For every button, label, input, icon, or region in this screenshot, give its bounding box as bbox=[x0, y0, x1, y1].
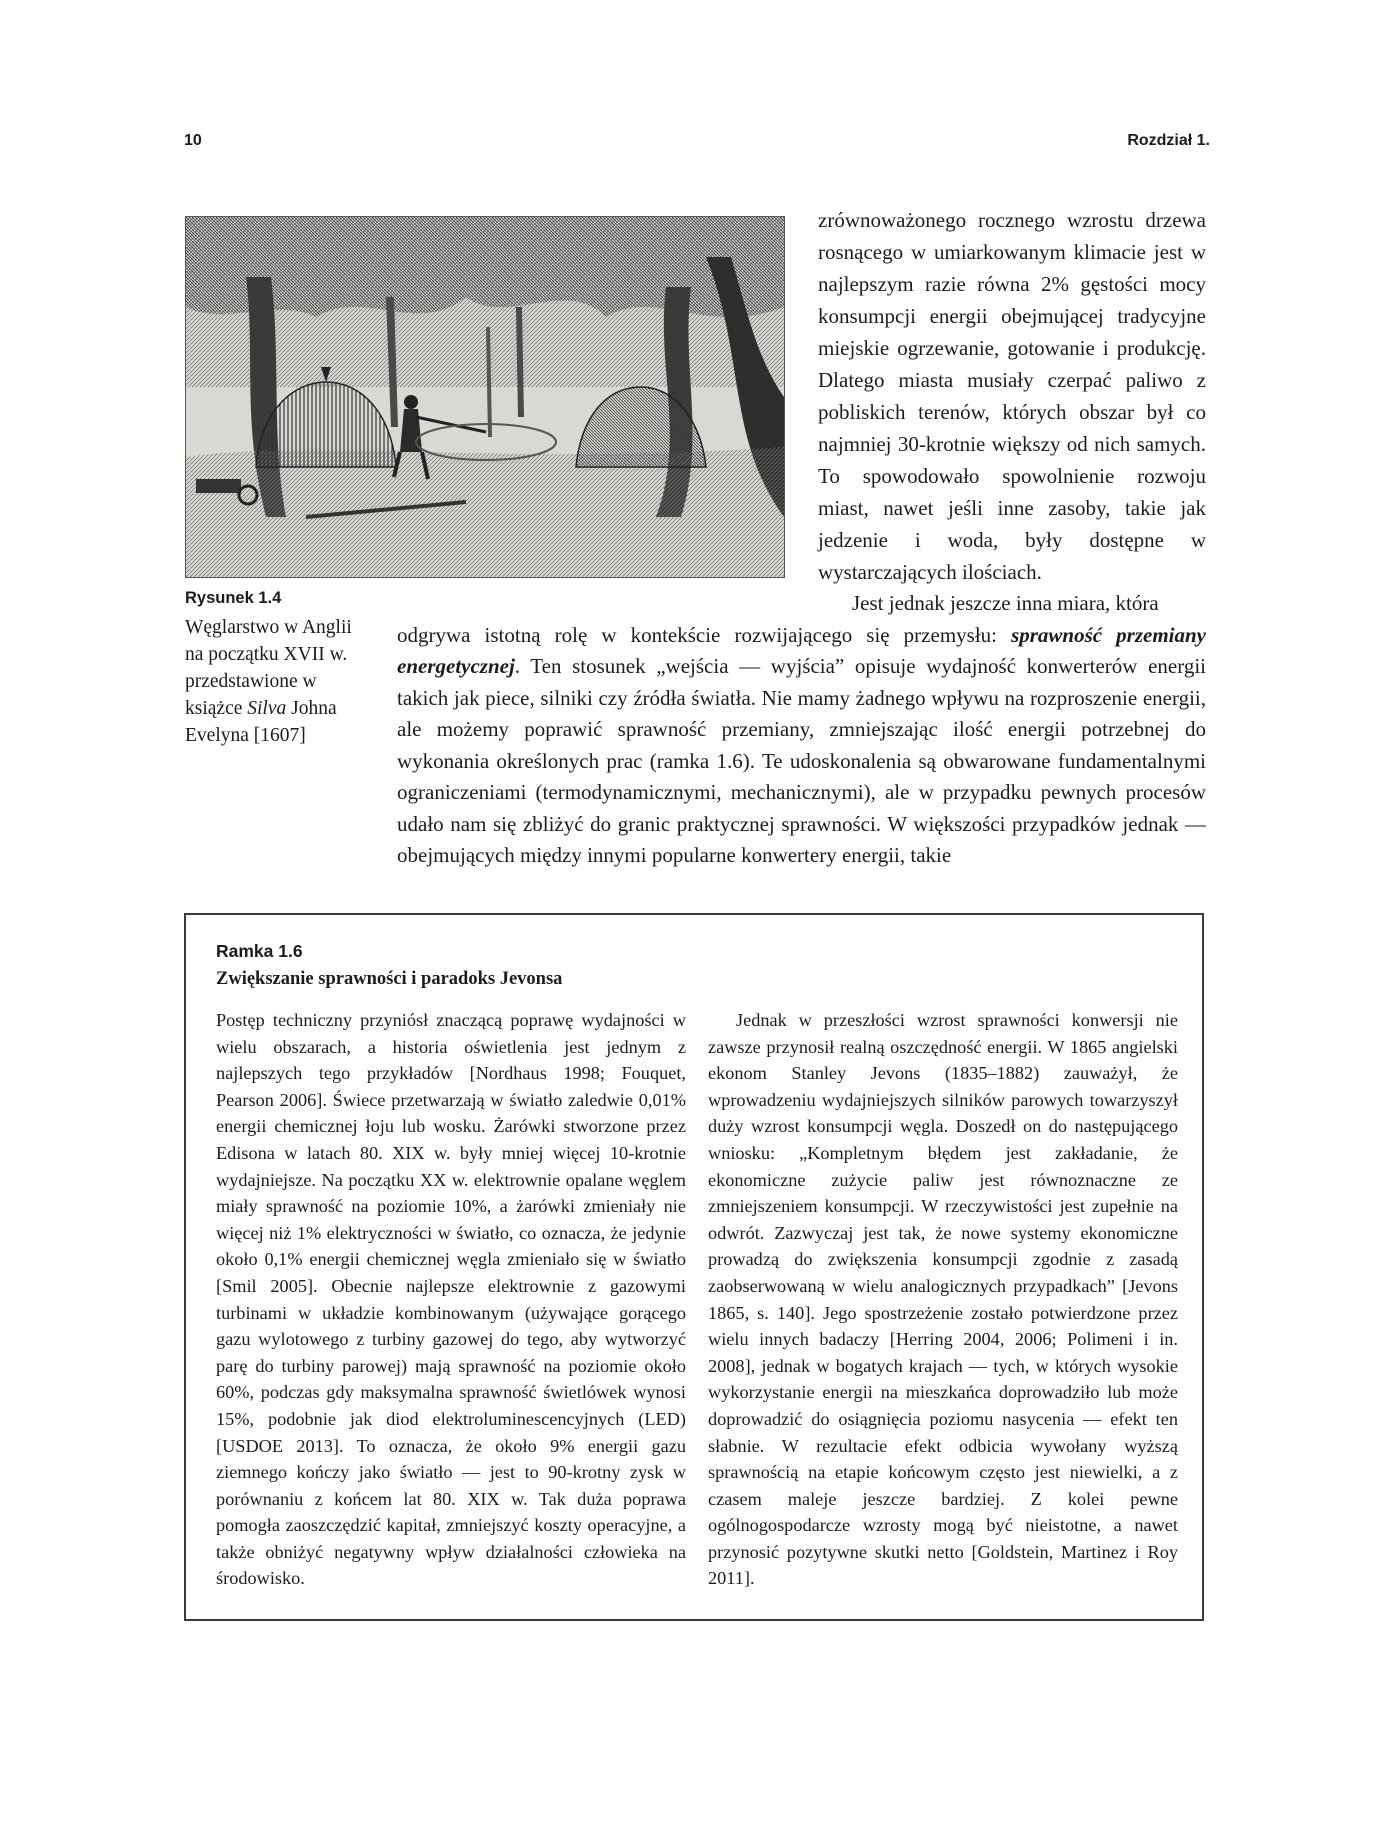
figure-label: Rysunek 1.4 bbox=[185, 589, 282, 607]
paragraph-first-line: Jest jednak jeszcze inna miara, która bbox=[852, 591, 1159, 615]
body-text-right-column: zrównoważonego rocznego wzrostu drzewa rosnącego w umiarkowanym klimacie jest w najlepszym razie równa 2% gęstości mocy konsumpcji energii obejmującej tradycyjne miejskie ogrzewanie, gotowanie i produkcję. Dlatego miasta musiały czerpać paliwo z pobliskich terenów, których obszar był co najmniej 30-krotnie większy od nich samych. To spowodowało spowolnienie rozwoju miast, nawet jeśli inne zasoby, takie jak jedzenie i woda, były dostępne w wystarczających ilościach. bbox=[818, 208, 1206, 584]
figure-caption bbox=[185, 585, 375, 749]
paragraph-text-before-term: odgrywa istotną rolę w kontekście rozwijającego się przemysłu: bbox=[397, 622, 1012, 647]
box-column-left: Postęp techniczny przyniósł znaczącą poprawę wydajności w wielu obszarach, a historia oświetlenia jest jednym z najlepszych tego przykładów [Nordhaus 1998; Fouquet, Pearson 2006]. Świece przetwarzają w światło zaledwie 0,01% energii chemicznej łoju lub wosku. Żarówki stworzone przez Edisona w latach 80. XIX w. były mniej więcej 10-krotnie wydajniejsze. Na początku XX w. elektrownie opalane węglem miały sprawność na poziomie 10%, a żarówki zmieniały nie więcej niż 1% elektryczności w światło, co oznacza, że jedynie około 0,1% energii chemicznej węgla zmieniało się w światło [Smil 2005]. Obecnie najlepsze elektrownie z gazowymi turbinami w układzie kombinowanym (używające gorącego gazu wylotowego z turbiny gazowej do tego, aby wytworzyć parę do turbiny parowej) mają sprawność na poziomie około 60%, podczas gdy maksymalna sprawność świetlówek wynosi 15%, podobnie jak diod elektroluminescencyjnych (LED) [USDOE 2013]. To oznacza, że około 9% energii gazu ziemnego kończy jako światło — jest to 90-krotny zysk w porównaniu z końcem lat 80. XIX w. Tak duża poprawa pomogła zaoszczędzić kapitał, zmniejszyć koszty operacyjne, a także obniżyć negatywny wpływ działalności człowieka na środowisko. bbox=[216, 1010, 686, 1589]
chapter-heading: Rozdział 1. bbox=[1127, 132, 1210, 149]
sidebar-box bbox=[184, 913, 1204, 1621]
box-right-text: Jednak w przeszłości wzrost sprawności konwersji nie zawsze przynosił realną oszczędność energii. W 1865 angielski ekonom Stanley Jevons (1835–1882) zauważył, że wprowadzeniu wydajniejszych silników parowych towarzyszył duży wzrost konsumpcji węgla. Doszedł on do następującego wniosku: „Kompletnym błędem jest zakładanie, że ekonomiczne zużycie paliw jest równoznaczne ze zmniejszeniem konsumpcji. W rzeczywistości jest zupełnie na odwrót. Zazwyczaj jest tak, że nowe systemy ekonomiczne prowadzą do zwiększenia konsumpcji zgodnie z zasadą zaobserwowaną w wielu analogicznych przypadkach” [Jevons 1865, s. 140]. Jego spostrzeżenie zostało potwierdzone przez wielu innych badaczy [Herring 2004, 2006; Polimeni i in. 2008], jednak w bogatych krajach — tych, w których wysokie wykorzystanie energii na mieszkańca doprowadziło lub może doprowadzić do osiągnięcia poziomu nasycenia — efekt ten słabnie. W rezultacie efekt odbicia wywołany wyższą sprawnością na etapie końcowym często jest niewielki, a z czasem maleje jeszcze bardziej. Z kolei pewne ogólnogospodarcze wzrosty mogą być nieistotne, a nawet przynosić pozytywne skutki netto [Goldstein, Martinez i Roy 2011]. bbox=[708, 1010, 1178, 1589]
box-title: Zwiększanie sprawności i paradoks Jevonsa bbox=[216, 969, 563, 989]
box-column-right bbox=[708, 1007, 1178, 1592]
caption-author: Johna Evelyna [1607] bbox=[185, 698, 337, 746]
box-label: Ramka 1.6 bbox=[216, 941, 303, 961]
caption-text: Węglarstwo w Anglii na początku XVII w. przedstawione w książce bbox=[185, 617, 352, 719]
figure-engraving bbox=[185, 216, 785, 578]
caption-book-title: Silva bbox=[247, 698, 287, 719]
paragraph-text-after-term: . Ten stosunek „wejścia — wyjścia” opisuje wydajność konwerterów energii takich jak piece, silniki czy źródła światła. Nie mamy żadnego wpływu na rozproszenie energii, ale możemy poprawić sprawność przemiany, zmniejszając ilość energii potrzebnej do wykonania określonych prac (ramka 1.6). Te udoskonalenia są obwarowane fundamentalnymi ograniczeniami (termodynamicznymi, mechanicznymi), ale w przypadku pewnych procesów udało nam się zbliżyć do granic praktycznej sprawności. W większości przypadków jednak — obejmujących między innymi popularne konwertery energii, takie bbox=[397, 654, 1206, 867]
body-text-main bbox=[397, 588, 1206, 872]
defined-term: sprawność przemiany energetycznej bbox=[397, 622, 1207, 678]
charcoal-burning-illustration bbox=[186, 217, 784, 577]
page-number: 10 bbox=[184, 132, 202, 149]
